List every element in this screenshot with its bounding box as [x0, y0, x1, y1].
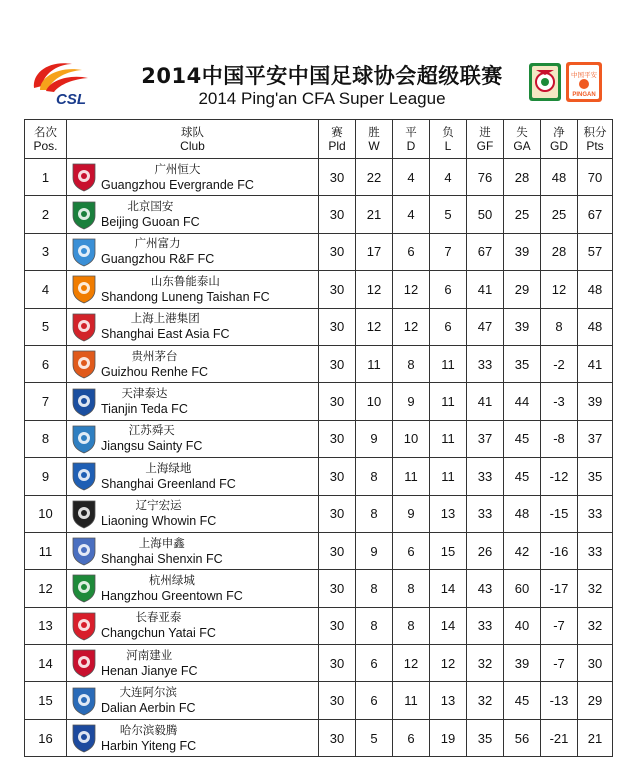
cell-won: 12	[356, 271, 393, 308]
cell-won: 5	[356, 719, 393, 756]
club-name-en: Beijing Guoan FC	[101, 215, 200, 230]
club-info	[71, 423, 318, 454]
cell-club	[67, 159, 319, 196]
cell-goals-against: 45	[504, 420, 541, 457]
table-row	[25, 159, 613, 196]
cell-played: 30	[319, 458, 356, 495]
table-row	[25, 719, 613, 756]
cell-club	[67, 458, 319, 495]
club-name-cn: 上海申鑫	[138, 535, 185, 550]
cell-position: 16	[25, 719, 67, 756]
table-body	[25, 159, 613, 757]
cell-position: 4	[25, 271, 67, 308]
cell-club	[67, 233, 319, 270]
table-row	[25, 495, 613, 532]
cell-position: 1	[25, 159, 67, 196]
cell-played: 30	[319, 196, 356, 233]
sainty-crest-icon	[71, 424, 97, 454]
column-header-label-en: Pos.	[33, 139, 58, 153]
svg-text:PINGAN: PINGAN	[572, 92, 596, 98]
cell-position: 3	[25, 233, 67, 270]
club-name-cn: 广州恒大	[154, 161, 201, 176]
column-header-points	[578, 120, 613, 159]
cell-won: 12	[356, 308, 393, 345]
cell-drawn: 6	[393, 233, 430, 270]
cell-points: 67	[578, 196, 613, 233]
club-info	[71, 311, 318, 342]
table-row	[25, 196, 613, 233]
column-header-label-en: D	[406, 139, 416, 153]
cell-goals-for: 32	[467, 682, 504, 719]
column-header-club	[67, 120, 319, 159]
club-names	[101, 723, 196, 754]
rf-crest-icon	[71, 237, 97, 267]
cell-goals-against: 45	[504, 682, 541, 719]
cell-lost: 19	[430, 719, 467, 756]
club-name-en: Henan Jianye FC	[101, 663, 198, 678]
column-header-label-en: GD	[550, 139, 568, 153]
cell-played: 30	[319, 271, 356, 308]
cell-goals-against: 28	[504, 159, 541, 196]
teda-crest-icon	[71, 387, 97, 417]
cell-points: 48	[578, 271, 613, 308]
cell-played: 30	[319, 308, 356, 345]
cell-won: 6	[356, 682, 393, 719]
cell-goal-difference: -21	[541, 719, 578, 756]
club-name-en: Guangzhou R&F FC	[101, 252, 215, 267]
table-row	[25, 532, 613, 569]
club-name-en: Shanghai East Asia FC	[101, 327, 230, 342]
cell-played: 30	[319, 682, 356, 719]
cell-goals-for: 67	[467, 233, 504, 270]
cell-won: 6	[356, 645, 393, 682]
cell-played: 30	[319, 532, 356, 569]
club-names	[101, 498, 216, 529]
club-names	[101, 386, 188, 417]
club-name-cn: 大连阿尔滨	[119, 685, 177, 700]
club-name-en: Guangzhou Evergrande FC	[101, 177, 254, 192]
column-header-won	[356, 120, 393, 159]
column-header-label-en: Pld	[328, 139, 346, 153]
yatai-crest-icon	[71, 611, 97, 641]
cell-lost: 11	[430, 420, 467, 457]
club-info	[71, 610, 318, 641]
cell-goals-for: 26	[467, 532, 504, 569]
column-header-label-en: GF	[476, 139, 494, 153]
cell-drawn: 11	[393, 682, 430, 719]
column-header-goal-difference	[541, 120, 578, 159]
club-names	[101, 536, 223, 567]
club-info	[71, 498, 318, 529]
club-info	[71, 723, 318, 754]
column-header-label-cn: 失	[516, 125, 528, 139]
cell-club	[67, 383, 319, 420]
club-name-en: Shanghai Shenxin FC	[101, 551, 223, 566]
cell-club	[67, 495, 319, 532]
cell-goal-difference: 12	[541, 271, 578, 308]
cell-played: 30	[319, 383, 356, 420]
cell-drawn: 12	[393, 645, 430, 682]
cell-points: 32	[578, 607, 613, 644]
column-header-label-cn: 负	[442, 125, 454, 139]
cell-points: 39	[578, 383, 613, 420]
column-header-label-cn: 净	[553, 125, 565, 139]
cell-points: 33	[578, 495, 613, 532]
cell-goals-against: 60	[504, 570, 541, 607]
cell-drawn: 8	[393, 607, 430, 644]
lion-crest-icon	[71, 162, 97, 192]
table-row	[25, 458, 613, 495]
svg-text:CSL: CSL	[56, 91, 86, 106]
club-name-cn: 辽宁宏运	[135, 498, 182, 513]
cell-position: 8	[25, 420, 67, 457]
greentown-crest-icon	[71, 573, 97, 603]
cell-drawn: 9	[393, 495, 430, 532]
cell-drawn: 8	[393, 345, 430, 382]
cell-lost: 11	[430, 383, 467, 420]
column-header-label-en: Pts	[586, 139, 604, 153]
club-names	[101, 610, 216, 641]
club-info	[71, 274, 318, 305]
club-name-cn: 北京国安	[127, 199, 174, 214]
cell-goals-for: 41	[467, 271, 504, 308]
cell-goal-difference: -13	[541, 682, 578, 719]
cell-club	[67, 645, 319, 682]
cell-club	[67, 420, 319, 457]
cell-club	[67, 196, 319, 233]
column-header-label-cn: 赛	[331, 125, 343, 139]
csl-logo-icon	[26, 58, 112, 106]
column-header-label-cn: 积分	[583, 125, 607, 139]
cell-won: 11	[356, 345, 393, 382]
cell-won: 8	[356, 570, 393, 607]
cell-drawn: 10	[393, 420, 430, 457]
cell-points: 41	[578, 345, 613, 382]
page-title-english: 2014 Ping'an CFA Super League	[198, 89, 446, 108]
cell-club	[67, 570, 319, 607]
cell-drawn: 12	[393, 271, 430, 308]
club-name-en: Guizhou Renhe FC	[101, 364, 209, 379]
cell-lost: 11	[430, 458, 467, 495]
cell-lost: 14	[430, 570, 467, 607]
cell-points: 29	[578, 682, 613, 719]
column-header-label-cn: 球队	[181, 125, 204, 139]
cell-played: 30	[319, 495, 356, 532]
cell-goals-for: 33	[467, 607, 504, 644]
cell-goal-difference: 28	[541, 233, 578, 270]
cell-won: 21	[356, 196, 393, 233]
cell-lost: 15	[430, 532, 467, 569]
cell-goals-for: 32	[467, 645, 504, 682]
cell-goal-difference: -7	[541, 607, 578, 644]
cell-lost: 7	[430, 233, 467, 270]
cell-points: 21	[578, 719, 613, 756]
cell-drawn: 9	[393, 383, 430, 420]
yiteng-crest-icon	[71, 723, 97, 753]
club-name-cn: 河南建业	[126, 647, 173, 662]
cell-club	[67, 345, 319, 382]
cell-position: 12	[25, 570, 67, 607]
cell-played: 30	[319, 159, 356, 196]
cell-points: 33	[578, 532, 613, 569]
club-name-cn: 上海绿地	[145, 460, 192, 475]
cell-lost: 13	[430, 495, 467, 532]
club-name-en: Dalian Aerbin FC	[101, 701, 196, 716]
club-name-en: Hangzhou Greentown FC	[101, 588, 243, 603]
column-header-label-cn: 进	[479, 125, 491, 139]
club-name-cn: 天津泰达	[121, 386, 168, 401]
cell-played: 30	[319, 645, 356, 682]
table-row	[25, 570, 613, 607]
column-header-label-en: Club	[180, 139, 205, 153]
cell-points: 32	[578, 570, 613, 607]
cell-goals-for: 33	[467, 345, 504, 382]
cell-goals-for: 50	[467, 196, 504, 233]
cell-drawn: 11	[393, 458, 430, 495]
club-info	[71, 573, 318, 604]
club-names	[101, 423, 202, 454]
cell-played: 30	[319, 719, 356, 756]
table-row	[25, 607, 613, 644]
cell-goals-against: 45	[504, 458, 541, 495]
club-names	[101, 648, 198, 679]
cell-lost: 4	[430, 159, 467, 196]
club-info	[71, 199, 318, 230]
cell-points: 48	[578, 308, 613, 345]
shenhua-crest-icon	[71, 461, 97, 491]
club-name-cn: 长春亚泰	[135, 610, 182, 625]
cell-lost: 6	[430, 271, 467, 308]
cell-position: 7	[25, 383, 67, 420]
cell-goals-against: 44	[504, 383, 541, 420]
club-info	[71, 536, 318, 567]
cell-won: 17	[356, 233, 393, 270]
club-name-en: Harbin Yiteng FC	[101, 738, 197, 753]
club-info	[71, 648, 318, 679]
cfa-crest-icon	[528, 62, 562, 102]
column-header-label-en: GA	[513, 139, 531, 153]
cell-lost: 11	[430, 345, 467, 382]
column-header-goals-against	[504, 120, 541, 159]
column-header-label-cn: 平	[405, 125, 417, 139]
table-row	[25, 383, 613, 420]
cell-won: 8	[356, 495, 393, 532]
table-row	[25, 682, 613, 719]
cell-goals-against: 48	[504, 495, 541, 532]
column-header-pos	[25, 120, 67, 159]
cell-goal-difference: -15	[541, 495, 578, 532]
cell-drawn: 4	[393, 196, 430, 233]
club-name-en: Shandong Luneng Taishan FC	[101, 289, 270, 304]
luneng-crest-icon	[71, 274, 97, 304]
cell-goals-for: 37	[467, 420, 504, 457]
table-row	[25, 420, 613, 457]
club-names	[101, 573, 243, 604]
cell-club	[67, 532, 319, 569]
cell-drawn: 8	[393, 570, 430, 607]
page-title-chinese: 2014中国平安中国足球协会超级联赛	[141, 64, 503, 88]
club-name-cn: 上海上港集团	[130, 311, 200, 326]
cell-lost: 6	[430, 308, 467, 345]
column-header-played	[319, 120, 356, 159]
column-header-drawn	[393, 120, 430, 159]
cell-played: 30	[319, 420, 356, 457]
cell-lost: 14	[430, 607, 467, 644]
table-row	[25, 308, 613, 345]
cell-won: 8	[356, 458, 393, 495]
cell-position: 13	[25, 607, 67, 644]
column-header-lost	[430, 120, 467, 159]
cell-won: 22	[356, 159, 393, 196]
cell-club	[67, 308, 319, 345]
club-names	[101, 274, 270, 305]
cell-position: 15	[25, 682, 67, 719]
club-info	[71, 685, 318, 716]
page-header	[0, 0, 640, 116]
cell-goals-against: 42	[504, 532, 541, 569]
club-name-cn: 哈尔滨毅腾	[119, 722, 178, 737]
club-name-en: Jiangsu Sainty FC	[101, 439, 203, 454]
cell-goal-difference: -17	[541, 570, 578, 607]
club-name-en: Tianjin Teda FC	[101, 402, 188, 417]
club-name-cn: 江苏舜天	[128, 423, 175, 438]
shenxin-crest-icon	[71, 536, 97, 566]
table-row	[25, 645, 613, 682]
cell-points: 30	[578, 645, 613, 682]
cell-goals-against: 40	[504, 607, 541, 644]
cell-played: 30	[319, 233, 356, 270]
cell-goals-for: 33	[467, 495, 504, 532]
cell-goal-difference: -2	[541, 345, 578, 382]
cell-goals-for: 43	[467, 570, 504, 607]
club-names	[101, 162, 254, 193]
cell-goals-for: 41	[467, 383, 504, 420]
cell-position: 6	[25, 345, 67, 382]
column-header-label-en: W	[368, 139, 380, 153]
club-names	[101, 199, 200, 230]
cell-goals-against: 25	[504, 196, 541, 233]
cell-position: 11	[25, 532, 67, 569]
club-names	[101, 311, 230, 342]
cell-points: 70	[578, 159, 613, 196]
club-info	[71, 349, 318, 380]
cell-goals-for: 33	[467, 458, 504, 495]
club-name-en: Shanghai Greenland FC	[101, 476, 236, 491]
table-row	[25, 345, 613, 382]
club-name-cn: 贵州茅台	[131, 348, 178, 363]
cell-goals-against: 39	[504, 233, 541, 270]
club-name-en: Liaoning Whowin FC	[101, 514, 217, 529]
whowin-crest-icon	[71, 499, 97, 529]
cell-played: 30	[319, 570, 356, 607]
cell-won: 9	[356, 532, 393, 569]
club-names	[101, 461, 236, 492]
cell-position: 14	[25, 645, 67, 682]
cell-drawn: 6	[393, 532, 430, 569]
cell-played: 30	[319, 345, 356, 382]
club-name-en: Changchun Yatai FC	[101, 626, 216, 641]
club-info	[71, 461, 318, 492]
table-row	[25, 271, 613, 308]
pingan-logo-icon	[566, 62, 602, 102]
cell-goal-difference: -16	[541, 532, 578, 569]
standings-table	[24, 119, 613, 757]
table-row	[25, 233, 613, 270]
cell-points: 37	[578, 420, 613, 457]
cell-goal-difference: -8	[541, 420, 578, 457]
cell-club	[67, 607, 319, 644]
cell-goals-against: 39	[504, 645, 541, 682]
cell-won: 9	[356, 420, 393, 457]
cell-position: 9	[25, 458, 67, 495]
cell-goal-difference: 25	[541, 196, 578, 233]
club-name-cn: 广州富力	[134, 236, 181, 251]
club-info	[71, 386, 318, 417]
cell-goals-for: 76	[467, 159, 504, 196]
cell-points: 57	[578, 233, 613, 270]
cell-lost: 13	[430, 682, 467, 719]
cell-drawn: 4	[393, 159, 430, 196]
cell-points: 35	[578, 458, 613, 495]
cell-goals-against: 35	[504, 345, 541, 382]
cell-won: 10	[356, 383, 393, 420]
cell-goals-for: 47	[467, 308, 504, 345]
cell-drawn: 6	[393, 719, 430, 756]
jianye-crest-icon	[71, 648, 97, 678]
cell-position: 5	[25, 308, 67, 345]
cell-club	[67, 271, 319, 308]
cell-position: 2	[25, 196, 67, 233]
cell-club	[67, 682, 319, 719]
cell-played: 30	[319, 607, 356, 644]
cell-goal-difference: 48	[541, 159, 578, 196]
table-header-row	[25, 120, 613, 159]
cell-goals-against: 39	[504, 308, 541, 345]
aerbin-crest-icon	[71, 686, 97, 716]
guoan-crest-icon	[71, 200, 97, 230]
cell-won: 8	[356, 607, 393, 644]
club-name-cn: 山东鲁能泰山	[150, 273, 220, 288]
cell-club	[67, 719, 319, 756]
column-header-label-cn: 名次	[34, 125, 57, 139]
svg-text:中国平安: 中国平安	[571, 71, 597, 79]
column-header-label-en: L	[444, 139, 452, 153]
club-names	[101, 236, 214, 267]
cell-goals-against: 29	[504, 271, 541, 308]
renhe-crest-icon	[71, 349, 97, 379]
cell-lost: 12	[430, 645, 467, 682]
cell-goals-for: 35	[467, 719, 504, 756]
club-names	[101, 685, 196, 716]
club-info	[71, 236, 318, 267]
cell-lost: 5	[430, 196, 467, 233]
cell-goal-difference: -12	[541, 458, 578, 495]
cell-goal-difference: -3	[541, 383, 578, 420]
column-header-goals-for	[467, 120, 504, 159]
cell-goal-difference: -7	[541, 645, 578, 682]
cell-drawn: 12	[393, 308, 430, 345]
cell-position: 10	[25, 495, 67, 532]
club-names	[101, 349, 208, 380]
sipg-crest-icon	[71, 312, 97, 342]
club-info	[71, 162, 318, 193]
cell-goals-against: 56	[504, 719, 541, 756]
column-header-label-cn: 胜	[368, 125, 380, 139]
cell-goal-difference: 8	[541, 308, 578, 345]
club-name-cn: 杭州绿城	[148, 572, 195, 587]
